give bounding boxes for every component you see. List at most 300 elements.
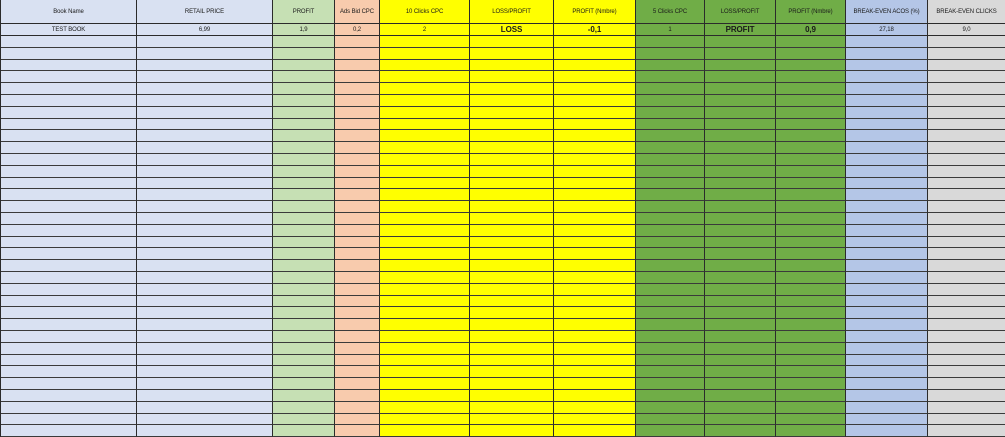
empty-cell[interactable] (928, 402, 1005, 414)
empty-cell[interactable] (137, 83, 273, 95)
empty-cell[interactable] (846, 260, 928, 272)
empty-cell[interactable] (335, 248, 380, 260)
empty-cell[interactable] (554, 402, 636, 414)
empty-cell[interactable] (335, 213, 380, 225)
empty-cell[interactable] (705, 142, 776, 154)
empty-cell[interactable] (335, 319, 380, 331)
empty-cell[interactable] (137, 378, 273, 390)
empty-cell[interactable] (846, 95, 928, 107)
empty-cell[interactable] (273, 331, 335, 343)
empty-cell[interactable] (636, 414, 705, 426)
empty-cell[interactable] (470, 319, 554, 331)
empty-cell[interactable] (776, 178, 846, 190)
empty-cell[interactable] (554, 343, 636, 355)
empty-cell[interactable] (335, 95, 380, 107)
empty-cell[interactable] (380, 331, 470, 343)
empty-cell[interactable] (705, 130, 776, 142)
column-header-loss-profit-1[interactable]: LOSS/PROFIT (470, 0, 554, 24)
empty-cell[interactable] (846, 83, 928, 95)
empty-cell[interactable] (705, 213, 776, 225)
empty-cell[interactable] (1, 366, 137, 378)
empty-cell[interactable] (928, 319, 1005, 331)
empty-cell[interactable] (137, 272, 273, 284)
empty-cell[interactable] (846, 425, 928, 437)
empty-cell[interactable] (470, 225, 554, 237)
empty-cell[interactable] (636, 378, 705, 390)
empty-cell[interactable] (273, 189, 335, 201)
empty-cell[interactable] (380, 154, 470, 166)
empty-cell[interactable] (380, 83, 470, 95)
empty-cell[interactable] (380, 225, 470, 237)
empty-cell[interactable] (137, 366, 273, 378)
empty-cell[interactable] (928, 366, 1005, 378)
empty-cell[interactable] (137, 213, 273, 225)
empty-cell[interactable] (705, 402, 776, 414)
empty-cell[interactable] (554, 390, 636, 402)
empty-cell[interactable] (380, 402, 470, 414)
empty-cell[interactable] (554, 425, 636, 437)
empty-cell[interactable] (273, 307, 335, 319)
empty-cell[interactable] (137, 319, 273, 331)
empty-cell[interactable] (554, 60, 636, 72)
empty-cell[interactable] (470, 107, 554, 119)
empty-cell[interactable] (776, 237, 846, 249)
cell-ads-bid-cpc[interactable]: 0,2 (335, 24, 380, 36)
empty-cell[interactable] (705, 178, 776, 190)
empty-cell[interactable] (335, 355, 380, 367)
empty-cell[interactable] (273, 237, 335, 249)
empty-cell[interactable] (380, 378, 470, 390)
empty-cell[interactable] (1, 130, 137, 142)
empty-cell[interactable] (380, 119, 470, 131)
empty-cell[interactable] (554, 296, 636, 308)
empty-cell[interactable] (273, 142, 335, 154)
empty-cell[interactable] (554, 225, 636, 237)
empty-cell[interactable] (776, 260, 846, 272)
empty-cell[interactable] (928, 201, 1005, 213)
empty-cell[interactable] (846, 284, 928, 296)
empty-cell[interactable] (273, 425, 335, 437)
empty-cell[interactable] (846, 71, 928, 83)
empty-cell[interactable] (636, 248, 705, 260)
empty-cell[interactable] (470, 178, 554, 190)
empty-cell[interactable] (470, 260, 554, 272)
empty-cell[interactable] (776, 60, 846, 72)
empty-cell[interactable] (705, 378, 776, 390)
empty-cell[interactable] (470, 272, 554, 284)
empty-cell[interactable] (380, 296, 470, 308)
empty-cell[interactable] (273, 83, 335, 95)
empty-cell[interactable] (928, 48, 1005, 60)
cell-breakeven-clicks[interactable]: 9,0 (928, 24, 1005, 36)
empty-cell[interactable] (335, 390, 380, 402)
empty-cell[interactable] (273, 260, 335, 272)
empty-cell[interactable] (554, 130, 636, 142)
empty-cell[interactable] (273, 60, 335, 72)
empty-cell[interactable] (335, 107, 380, 119)
empty-cell[interactable] (335, 307, 380, 319)
empty-cell[interactable] (380, 107, 470, 119)
empty-cell[interactable] (1, 296, 137, 308)
empty-cell[interactable] (273, 178, 335, 190)
empty-cell[interactable] (554, 248, 636, 260)
empty-cell[interactable] (846, 272, 928, 284)
empty-cell[interactable] (636, 237, 705, 249)
empty-cell[interactable] (1, 178, 137, 190)
empty-cell[interactable] (470, 402, 554, 414)
empty-cell[interactable] (273, 272, 335, 284)
column-header-breakeven-clicks[interactable]: BREAK-EVEN CLICKS (928, 0, 1005, 24)
empty-cell[interactable] (705, 355, 776, 367)
empty-cell[interactable] (273, 36, 335, 48)
empty-cell[interactable] (1, 414, 137, 426)
empty-cell[interactable] (928, 166, 1005, 178)
empty-cell[interactable] (846, 213, 928, 225)
empty-cell[interactable] (846, 119, 928, 131)
empty-cell[interactable] (636, 425, 705, 437)
empty-cell[interactable] (273, 201, 335, 213)
empty-cell[interactable] (928, 272, 1005, 284)
empty-cell[interactable] (335, 154, 380, 166)
empty-cell[interactable] (705, 71, 776, 83)
empty-cell[interactable] (554, 189, 636, 201)
empty-cell[interactable] (554, 366, 636, 378)
column-header-five-clicks-cpc[interactable]: 5 Clicks CPC (636, 0, 705, 24)
empty-cell[interactable] (928, 355, 1005, 367)
empty-cell[interactable] (705, 95, 776, 107)
empty-cell[interactable] (636, 71, 705, 83)
empty-cell[interactable] (846, 189, 928, 201)
empty-cell[interactable] (554, 36, 636, 48)
cell-breakeven-acos[interactable]: 27,18 (846, 24, 928, 36)
empty-cell[interactable] (335, 166, 380, 178)
empty-cell[interactable] (380, 201, 470, 213)
empty-cell[interactable] (928, 414, 1005, 426)
empty-cell[interactable] (846, 225, 928, 237)
empty-cell[interactable] (846, 48, 928, 60)
column-header-retail-price[interactable]: RETAIL PRICE (137, 0, 273, 24)
empty-cell[interactable] (928, 343, 1005, 355)
empty-cell[interactable] (470, 48, 554, 60)
empty-cell[interactable] (1, 307, 137, 319)
empty-cell[interactable] (273, 48, 335, 60)
empty-cell[interactable] (380, 71, 470, 83)
empty-cell[interactable] (1, 378, 137, 390)
empty-cell[interactable] (273, 284, 335, 296)
empty-cell[interactable] (137, 48, 273, 60)
empty-cell[interactable] (928, 119, 1005, 131)
empty-cell[interactable] (776, 48, 846, 60)
empty-cell[interactable] (470, 343, 554, 355)
empty-cell[interactable] (380, 237, 470, 249)
empty-cell[interactable] (846, 178, 928, 190)
empty-cell[interactable] (846, 402, 928, 414)
empty-cell[interactable] (137, 331, 273, 343)
column-header-profit-nmbre-2[interactable]: PROFIT (Nmbre) (776, 0, 846, 24)
empty-cell[interactable] (1, 83, 137, 95)
empty-cell[interactable] (554, 237, 636, 249)
cell-retail-price[interactable]: 6,99 (137, 24, 273, 36)
empty-cell[interactable] (636, 355, 705, 367)
empty-cell[interactable] (1, 343, 137, 355)
empty-cell[interactable] (380, 178, 470, 190)
empty-cell[interactable] (137, 237, 273, 249)
empty-cell[interactable] (636, 107, 705, 119)
empty-cell[interactable] (470, 307, 554, 319)
empty-cell[interactable] (554, 284, 636, 296)
empty-cell[interactable] (776, 425, 846, 437)
empty-cell[interactable] (1, 95, 137, 107)
empty-cell[interactable] (1, 119, 137, 131)
empty-cell[interactable] (928, 225, 1005, 237)
empty-cell[interactable] (137, 60, 273, 72)
empty-cell[interactable] (1, 213, 137, 225)
empty-cell[interactable] (776, 355, 846, 367)
empty-cell[interactable] (137, 107, 273, 119)
empty-cell[interactable] (470, 284, 554, 296)
empty-cell[interactable] (928, 83, 1005, 95)
empty-cell[interactable] (137, 355, 273, 367)
empty-cell[interactable] (335, 260, 380, 272)
empty-cell[interactable] (554, 260, 636, 272)
empty-cell[interactable] (636, 225, 705, 237)
empty-cell[interactable] (1, 319, 137, 331)
empty-cell[interactable] (928, 189, 1005, 201)
empty-cell[interactable] (380, 189, 470, 201)
empty-cell[interactable] (137, 154, 273, 166)
empty-cell[interactable] (335, 366, 380, 378)
empty-cell[interactable] (335, 343, 380, 355)
empty-cell[interactable] (554, 414, 636, 426)
empty-cell[interactable] (470, 130, 554, 142)
empty-cell[interactable] (928, 71, 1005, 83)
empty-cell[interactable] (705, 425, 776, 437)
empty-cell[interactable] (846, 355, 928, 367)
empty-cell[interactable] (846, 201, 928, 213)
empty-cell[interactable] (705, 154, 776, 166)
empty-cell[interactable] (928, 213, 1005, 225)
empty-cell[interactable] (470, 331, 554, 343)
empty-cell[interactable] (1, 237, 137, 249)
empty-cell[interactable] (335, 119, 380, 131)
empty-cell[interactable] (1, 225, 137, 237)
empty-cell[interactable] (137, 189, 273, 201)
empty-cell[interactable] (636, 213, 705, 225)
empty-cell[interactable] (554, 119, 636, 131)
empty-cell[interactable] (470, 83, 554, 95)
empty-cell[interactable] (846, 237, 928, 249)
empty-cell[interactable] (636, 166, 705, 178)
empty-cell[interactable] (1, 166, 137, 178)
empty-cell[interactable] (137, 284, 273, 296)
empty-cell[interactable] (470, 355, 554, 367)
empty-cell[interactable] (470, 142, 554, 154)
empty-cell[interactable] (137, 178, 273, 190)
empty-cell[interactable] (554, 83, 636, 95)
empty-cell[interactable] (380, 60, 470, 72)
empty-cell[interactable] (554, 48, 636, 60)
empty-cell[interactable] (137, 71, 273, 83)
empty-cell[interactable] (636, 366, 705, 378)
empty-cell[interactable] (137, 425, 273, 437)
empty-cell[interactable] (470, 425, 554, 437)
empty-cell[interactable] (554, 331, 636, 343)
empty-cell[interactable] (554, 319, 636, 331)
empty-cell[interactable] (705, 237, 776, 249)
empty-cell[interactable] (380, 390, 470, 402)
empty-cell[interactable] (705, 366, 776, 378)
empty-cell[interactable] (928, 248, 1005, 260)
empty-cell[interactable] (335, 189, 380, 201)
empty-cell[interactable] (928, 36, 1005, 48)
empty-cell[interactable] (380, 414, 470, 426)
empty-cell[interactable] (928, 107, 1005, 119)
empty-cell[interactable] (470, 378, 554, 390)
empty-cell[interactable] (928, 178, 1005, 190)
empty-cell[interactable] (380, 48, 470, 60)
empty-cell[interactable] (705, 307, 776, 319)
empty-cell[interactable] (776, 95, 846, 107)
empty-cell[interactable] (470, 248, 554, 260)
column-header-breakeven-acos[interactable]: BREAK-EVEN ACOS (%) (846, 0, 928, 24)
empty-cell[interactable] (554, 272, 636, 284)
empty-cell[interactable] (137, 119, 273, 131)
empty-cell[interactable] (273, 154, 335, 166)
empty-cell[interactable] (380, 355, 470, 367)
empty-cell[interactable] (705, 331, 776, 343)
empty-cell[interactable] (137, 390, 273, 402)
column-header-profit-nmbre-1[interactable]: PROFIT (Nmbre) (554, 0, 636, 24)
empty-cell[interactable] (554, 154, 636, 166)
empty-cell[interactable] (636, 189, 705, 201)
empty-cell[interactable] (335, 296, 380, 308)
empty-cell[interactable] (846, 414, 928, 426)
empty-cell[interactable] (335, 130, 380, 142)
empty-cell[interactable] (705, 225, 776, 237)
empty-cell[interactable] (1, 189, 137, 201)
empty-cell[interactable] (380, 319, 470, 331)
empty-cell[interactable] (1, 107, 137, 119)
empty-cell[interactable] (705, 343, 776, 355)
empty-cell[interactable] (705, 248, 776, 260)
empty-cell[interactable] (380, 284, 470, 296)
column-header-loss-profit-2[interactable]: LOSS/PROFIT (705, 0, 776, 24)
empty-cell[interactable] (137, 402, 273, 414)
empty-cell[interactable] (928, 331, 1005, 343)
empty-cell[interactable] (776, 213, 846, 225)
empty-cell[interactable] (705, 272, 776, 284)
cell-profit-nmbre-2[interactable]: 0,9 (776, 24, 846, 36)
empty-cell[interactable] (273, 95, 335, 107)
empty-cell[interactable] (636, 343, 705, 355)
empty-cell[interactable] (137, 142, 273, 154)
empty-cell[interactable] (335, 284, 380, 296)
empty-cell[interactable] (705, 201, 776, 213)
empty-cell[interactable] (273, 366, 335, 378)
empty-cell[interactable] (273, 319, 335, 331)
empty-cell[interactable] (776, 71, 846, 83)
empty-cell[interactable] (335, 425, 380, 437)
empty-cell[interactable] (776, 225, 846, 237)
empty-cell[interactable] (636, 142, 705, 154)
empty-cell[interactable] (137, 225, 273, 237)
empty-cell[interactable] (470, 366, 554, 378)
empty-cell[interactable] (846, 154, 928, 166)
empty-cell[interactable] (380, 425, 470, 437)
empty-cell[interactable] (846, 296, 928, 308)
empty-cell[interactable] (776, 331, 846, 343)
empty-cell[interactable] (776, 343, 846, 355)
empty-cell[interactable] (554, 213, 636, 225)
empty-cell[interactable] (380, 130, 470, 142)
empty-cell[interactable] (776, 414, 846, 426)
empty-cell[interactable] (470, 95, 554, 107)
empty-cell[interactable] (636, 390, 705, 402)
empty-cell[interactable] (470, 189, 554, 201)
empty-cell[interactable] (636, 60, 705, 72)
empty-cell[interactable] (554, 107, 636, 119)
empty-cell[interactable] (273, 71, 335, 83)
empty-cell[interactable] (554, 378, 636, 390)
empty-cell[interactable] (1, 201, 137, 213)
empty-cell[interactable] (846, 390, 928, 402)
empty-cell[interactable] (273, 402, 335, 414)
empty-cell[interactable] (335, 378, 380, 390)
empty-cell[interactable] (380, 272, 470, 284)
empty-cell[interactable] (1, 48, 137, 60)
empty-cell[interactable] (335, 83, 380, 95)
empty-cell[interactable] (776, 166, 846, 178)
column-header-book-name[interactable]: Book Name (1, 0, 137, 24)
empty-cell[interactable] (776, 272, 846, 284)
empty-cell[interactable] (1, 425, 137, 437)
empty-cell[interactable] (273, 390, 335, 402)
empty-cell[interactable] (335, 36, 380, 48)
empty-cell[interactable] (273, 130, 335, 142)
empty-cell[interactable] (380, 36, 470, 48)
empty-cell[interactable] (776, 366, 846, 378)
empty-cell[interactable] (470, 60, 554, 72)
empty-cell[interactable] (380, 307, 470, 319)
empty-cell[interactable] (137, 166, 273, 178)
empty-cell[interactable] (335, 272, 380, 284)
empty-cell[interactable] (380, 343, 470, 355)
cell-profit-nmbre-1[interactable]: -0,1 (554, 24, 636, 36)
cell-ten-clicks-cpc[interactable]: 2 (380, 24, 470, 36)
empty-cell[interactable] (928, 95, 1005, 107)
empty-cell[interactable] (705, 119, 776, 131)
empty-cell[interactable] (335, 331, 380, 343)
empty-cell[interactable] (636, 307, 705, 319)
empty-cell[interactable] (273, 355, 335, 367)
empty-cell[interactable] (470, 119, 554, 131)
empty-cell[interactable] (776, 119, 846, 131)
empty-cell[interactable] (380, 142, 470, 154)
empty-cell[interactable] (273, 296, 335, 308)
empty-cell[interactable] (335, 225, 380, 237)
empty-cell[interactable] (335, 178, 380, 190)
empty-cell[interactable] (380, 260, 470, 272)
empty-cell[interactable] (636, 36, 705, 48)
empty-cell[interactable] (846, 36, 928, 48)
empty-cell[interactable] (928, 260, 1005, 272)
empty-cell[interactable] (380, 166, 470, 178)
empty-cell[interactable] (928, 60, 1005, 72)
empty-cell[interactable] (705, 166, 776, 178)
empty-cell[interactable] (776, 130, 846, 142)
empty-cell[interactable] (846, 366, 928, 378)
empty-cell[interactable] (928, 378, 1005, 390)
